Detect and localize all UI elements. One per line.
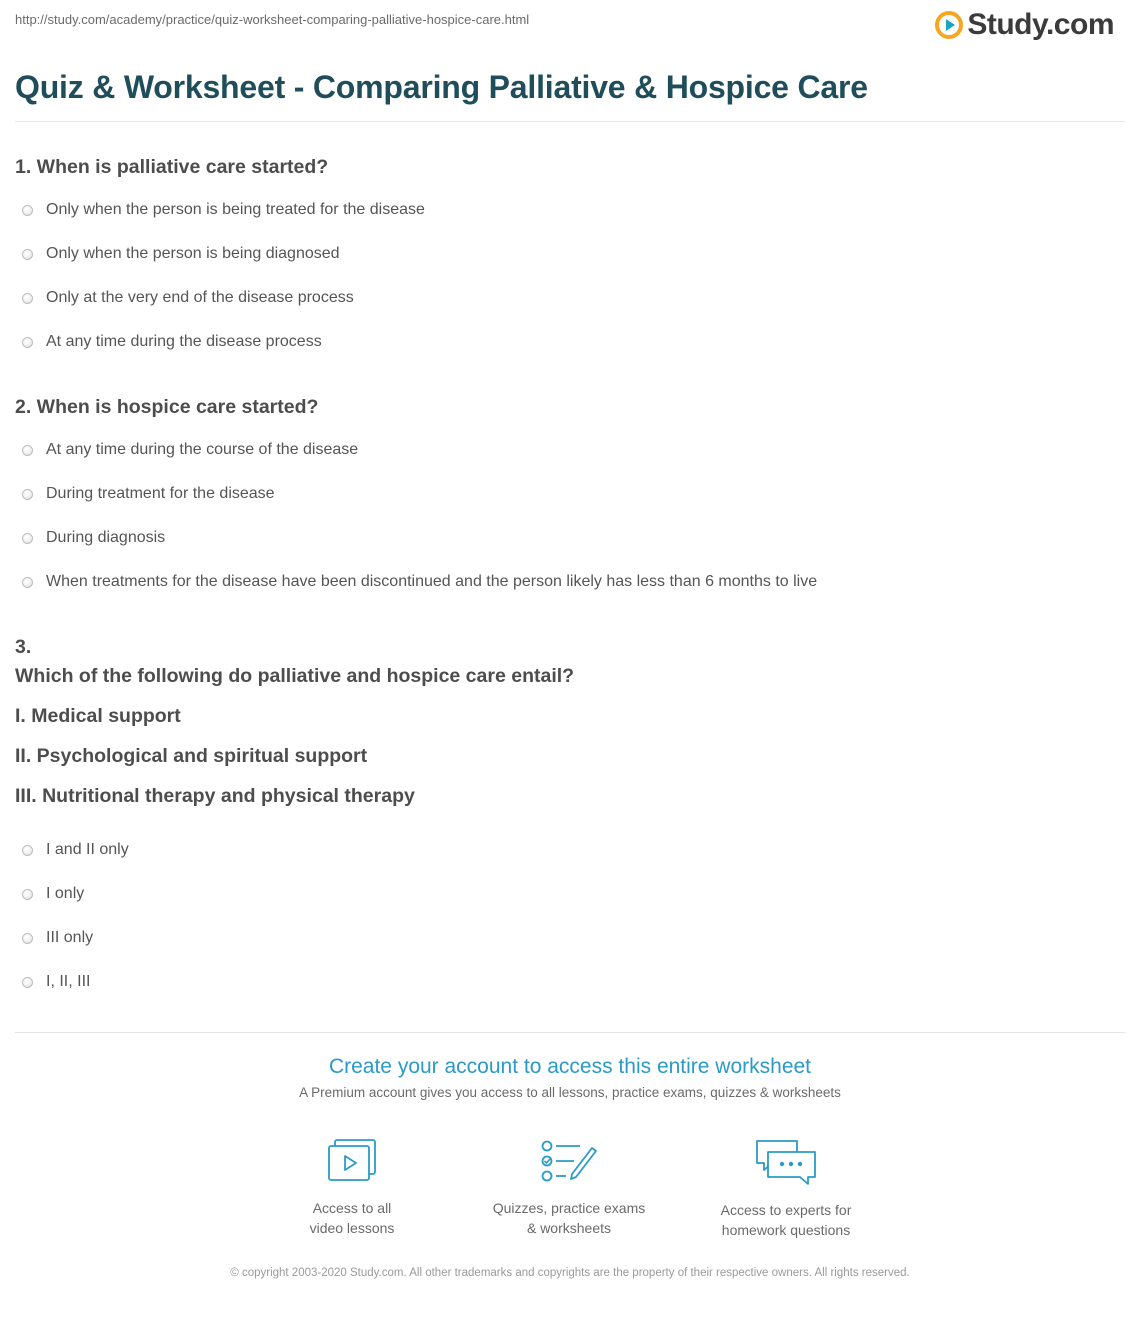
question-3-option-d[interactable] [22, 970, 90, 994]
feature-line-2: & worksheets [526, 1220, 612, 1236]
option-label: Only when the person is being treated for the disease [46, 201, 425, 218]
question-3-title: Which of the following do palliative and hospice care entail? [15, 665, 575, 687]
study-logo[interactable] [935, 6, 1114, 44]
feature-experts [686, 1138, 886, 1240]
option-label: I only [46, 885, 85, 902]
page-title: Quiz & Worksheet - Comparing Palliative & Hospice Care [15, 69, 868, 105]
radio-button[interactable] [22, 249, 33, 260]
question-3-statement-2: II. Psychological and spiritual support [15, 745, 368, 767]
question-2-option-a[interactable] [22, 438, 358, 462]
question-1-title: 1. When is palliative care started? [15, 156, 329, 178]
question-3-option-b[interactable] [22, 882, 84, 906]
feature-line-2: video lessons [309, 1220, 395, 1236]
radio-button[interactable] [22, 205, 33, 216]
radio-button[interactable] [22, 337, 33, 348]
radio-button[interactable] [22, 533, 33, 544]
question-1-option-c[interactable] [22, 286, 354, 310]
radio-button[interactable] [22, 889, 33, 900]
question-2-option-d[interactable] [22, 570, 817, 594]
cta-subtitle: A Premium account gives you access to all lessons, practice exams, quizzes & worksheets [299, 1085, 841, 1100]
question-3-option-c[interactable] [22, 926, 93, 950]
quiz-checklist-icon [540, 1138, 598, 1184]
radio-button[interactable] [22, 489, 33, 500]
radio-button[interactable] [22, 445, 33, 456]
page-url: http://study.com/academy/practice/quiz-worksheet-comparing-palliative-hospice-care.html [15, 12, 530, 27]
feature-text [686, 1200, 886, 1240]
option-label: Only when the person is being diagnosed [46, 245, 340, 262]
question-3-statement-1: I. Medical support [15, 705, 181, 727]
question-3-statement-3: III. Nutritional therapy and physical therapy [15, 785, 415, 807]
option-label: When treatments for the disease have been discontinued and the person likely has less than 6 months to live [46, 573, 818, 590]
feature-line-1: Access to all [312, 1200, 392, 1216]
copyright-text: © copyright 2003-2020 Study.com. All other trademarks and copyrights are the property of their respective owners. All rights reserved. [230, 1267, 910, 1279]
option-label: I, II, III [46, 973, 91, 990]
radio-button[interactable] [22, 977, 33, 988]
logo-text: Study.com [967, 8, 1114, 41]
question-2-title: 2. When is hospice care started? [15, 396, 319, 418]
question-1-option-d[interactable] [22, 330, 322, 354]
title-divider [15, 121, 1125, 122]
question-3-number: 3. [15, 636, 32, 658]
option-label: During treatment for the disease [46, 485, 275, 502]
option-label: At any time during the disease process [46, 333, 322, 350]
question-2-option-b[interactable] [22, 482, 275, 506]
feature-line-1: Access to experts for [720, 1202, 852, 1218]
question-2-option-c[interactable] [22, 526, 165, 550]
feature-line-1: Quizzes, practice exams [492, 1200, 646, 1216]
question-3-option-a[interactable] [22, 838, 129, 862]
study-logo-icon [935, 11, 963, 39]
radio-button[interactable] [22, 933, 33, 944]
option-label: During diagnosis [46, 529, 166, 546]
cta-divider [15, 1032, 1125, 1033]
radio-button[interactable] [22, 845, 33, 856]
radio-button[interactable] [22, 577, 33, 588]
feature-video-lessons [252, 1138, 452, 1238]
create-account-link[interactable]: Create your account to access this entire worksheet [328, 1055, 812, 1078]
option-label: III only [46, 929, 94, 946]
question-1-option-b[interactable] [22, 242, 340, 266]
question-1-option-a[interactable] [22, 198, 425, 222]
feature-text [469, 1198, 669, 1238]
feature-text [252, 1198, 452, 1238]
option-label: I and II only [46, 841, 129, 858]
option-label: Only at the very end of the disease process [46, 289, 354, 306]
feature-quizzes [469, 1138, 669, 1238]
feature-line-2: homework questions [721, 1222, 851, 1238]
video-lessons-icon [326, 1138, 378, 1184]
radio-button[interactable] [22, 293, 33, 304]
option-label: At any time during the course of the disease [46, 441, 359, 458]
chat-bubbles-icon [754, 1138, 818, 1186]
